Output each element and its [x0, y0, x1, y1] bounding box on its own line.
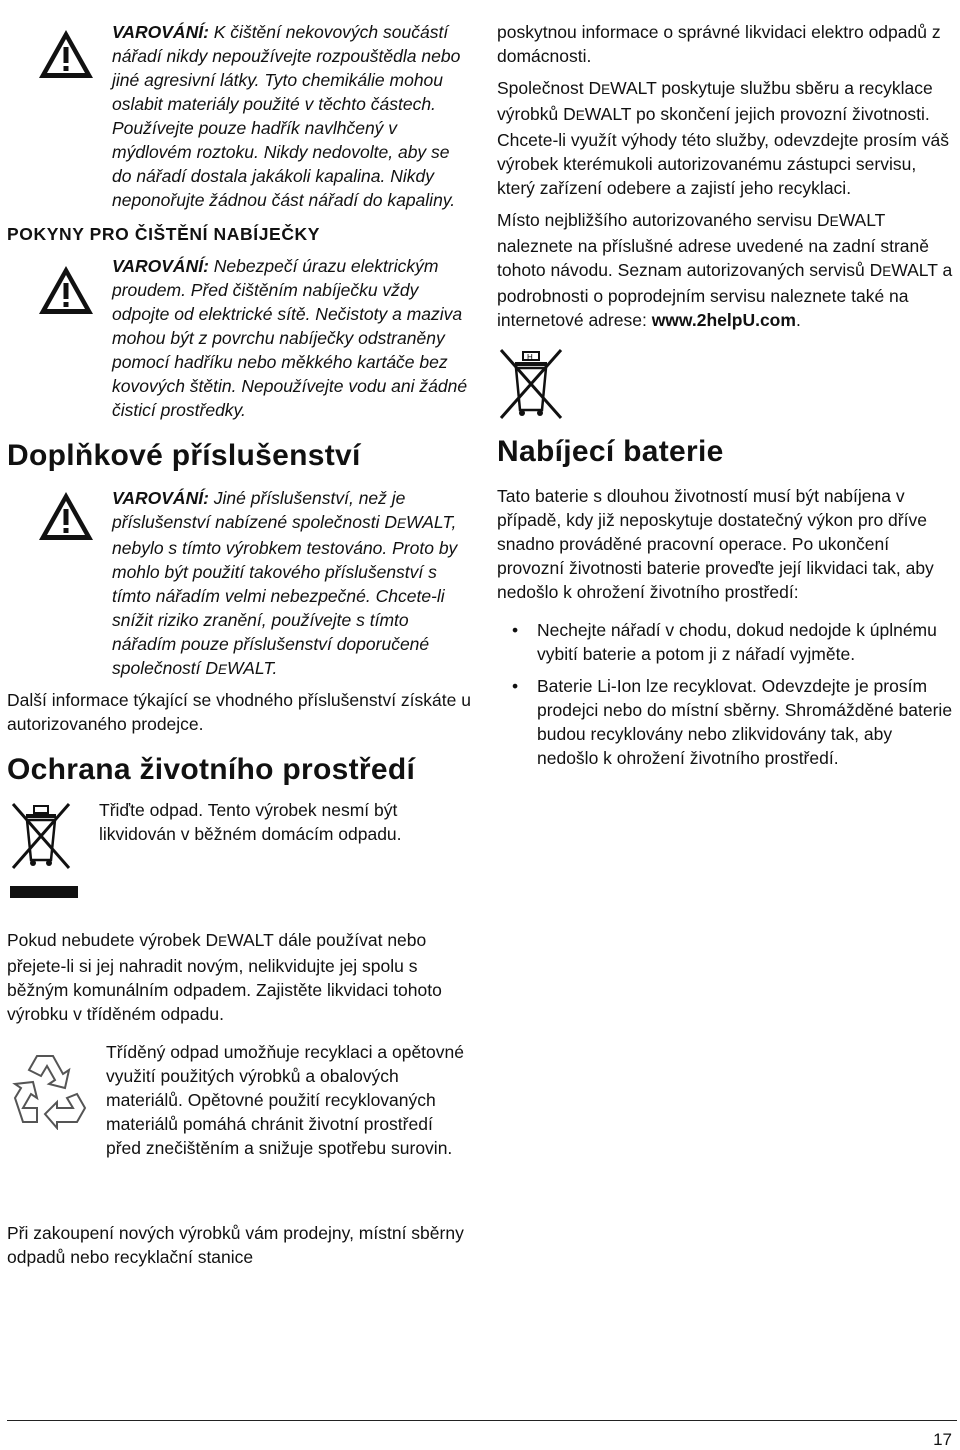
right-column: [497, 20, 957, 778]
battery-text: Tato baterie s dlouhou životností musí být nabíjena v případě, kdy již neposkytuje dostatečný výkon pro dříve snadno prováděné pracovní operace. Po ukončení provozní životnosti baterie proveďte její likvidaci tak, aby nedošlo k ohrožení životního prostředí:: [497, 486, 934, 602]
crossed-bin-icon: [497, 346, 565, 428]
recycle-row: [7, 1040, 472, 1215]
battery-bullets: [497, 618, 957, 770]
website-link[interactable]: www.2helpU.com: [651, 310, 796, 330]
footer-rule: [7, 1420, 957, 1421]
warning-triangle-icon: [37, 264, 95, 316]
warning-cleaning-tool: [7, 20, 472, 212]
warning-text: K čištění nekovových součástí nářadí nikdy nepoužívejte rozpouštědla nebo jiné agresivní látky. Tyto chemikálie mohou oslabit materiály použité v těchto částech. Používejte pouze hadřík navlhčený v mýdlovém roztoku. Nikdy nedovolte, aby se do nářadí dostala jakákoli kapalina. Nikdy neponořujte žádnou část nářadí do kapaliny.: [112, 22, 461, 210]
svg-text:H: H: [527, 353, 533, 362]
list-item: • Baterie Li-Ion lze recyklovat. Odevzdejte je prosím prodejci nebo do místní sběrny. Shromážděné baterie budou recyklovány nebo zlikvidovány tak, aby nedošlo k ohrožení životního prostředí.: [497, 674, 957, 770]
page-number: 17: [933, 1430, 952, 1449]
disposal-text: Pokud nebudete výrobek DEWALT dále používat nebo přejete-li si jej nahradit novým, nelikvidujte jej spolu s běžným komunálním odpadem. Zajistěte likvidaci tohoto výrobku v tříděném odpadu.: [7, 930, 442, 1024]
crossed-bin-icon: [7, 800, 75, 870]
warning-label: VAROVÁNÍ:: [112, 488, 209, 508]
recycle-text: Tříděný odpad umožňuje recyklaci a opětovné využití použitých výrobků a obalových materiálů. Opětovné použití recyklovaných materiálů pomáhá chránit životní prostředí před znečištěním a snižuje spotřebu surovin.: [106, 1042, 464, 1158]
service-location-text: Místo nejbližšího autorizovaného servisu DEWALT naleznete na příslušné adrese uvedené na zadní straně tohoto návodu. Seznam autorizovaných servisů DEWALT a podrobnosti o poprodejním servisu naleznete také na internetové adrese: www.2helpU.com.: [497, 210, 953, 330]
continued-text: poskytnou informace o správné likvidaci elektro odpadů z domácnosti.: [497, 22, 941, 66]
warning-accessories: VAROVÁNÍ: Jiné příslušenství, než je příslušenství nabízené společnosti DEWALT, nebylo s tímto výrobkem testováno. Proto by mohlo být použití takového příslušenství s tímto nářadím velmi nebezpečné. Chcete-li snížit riziko zranění, používejte s tímto nářadím pouze příslušenství doporučené společností DEWALT.: [7, 486, 472, 682]
purchase-text: Při zakoupení nových výrobků vám prodejny, místní sběrny odpadů nebo recyklační stanice: [7, 1223, 464, 1267]
service-text: Společnost DEWALT poskytuje službu sběru a recyklace výrobků DEWALT po skončení jejich provozní životnosti. Chcete-li využít výhody této služby, odevzdejte prosím váš výrobek kterémukoli autorizovanému zástupci servisu, který zařízení odebere a zajistí jeho recyklaci.: [497, 78, 949, 198]
warning-label: VAROVÁNÍ:: [112, 22, 209, 42]
environment-heading: Ochrana životního prostředí: [7, 753, 416, 786]
sort-waste-row: [7, 800, 472, 928]
bin-underline-bar: [10, 886, 78, 898]
left-column: [7, 20, 472, 1269]
warning-label: VAROVÁNÍ:: [112, 256, 209, 276]
sort-waste-text: Třiďte odpad. Tento výrobek nesmí být likvidován v běžném domácím odpadu.: [99, 800, 402, 844]
battery-heading: Nabíjecí baterie: [497, 435, 724, 468]
warning-triangle-icon: [37, 490, 95, 542]
recycle-icon: [7, 1048, 93, 1130]
warning-triangle-icon: [37, 28, 95, 80]
warning-charger: [7, 254, 472, 422]
warning-text: Nebezpečí úrazu elektrickým proudem. Před čištěním nabíječku vždy odpojte od elektrické sítě. Nečistoty a maziva mohou být z povrchu nabíječky odstraněny pomocí hadříku nebo měkkého kartáče bez kovových štětin. Nepoužívejte vodu ani žádné čisticí prostředky.: [112, 256, 468, 420]
accessories-info: Další informace týkající se vhodného příslušenství získáte u autorizovaného prodejce.: [7, 690, 471, 734]
charger-cleaning-heading: POKYNY PRO ČIŠTĚNÍ NABÍJEČKY: [7, 224, 321, 244]
accessories-heading: Doplňkové příslušenství: [7, 439, 361, 472]
list-item: • Nechejte nářadí v chodu, dokud nedojde k úplnému vybití baterie a potom ji z nářadí vyjměte.: [497, 618, 957, 666]
